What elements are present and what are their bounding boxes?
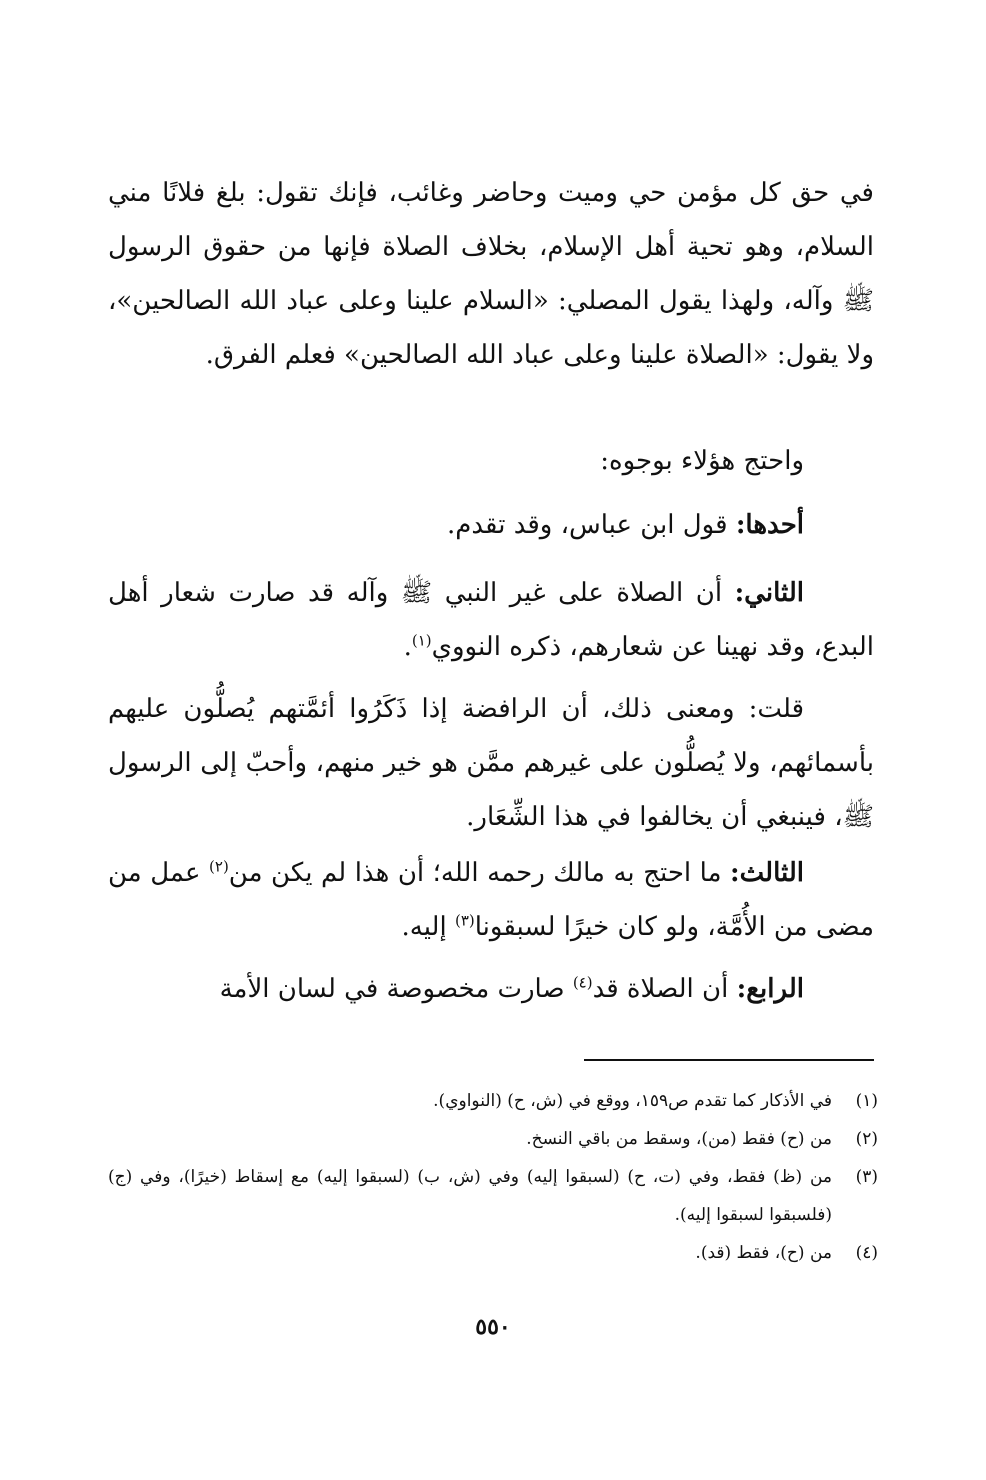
footnote-text: من (ح)، فقط (قد). [695, 1243, 832, 1263]
paragraph-3-lead: أحدها: [735, 510, 804, 540]
paragraph-7-lead: الرابع: [736, 974, 804, 1004]
paragraph-1 [108, 166, 874, 382]
footnote-number: (١) [855, 1091, 878, 1111]
paragraph-4-lead: الثاني: [734, 578, 804, 608]
paragraph-6-text-a: ما احتج به مالك رحمه الله؛ أن هذا لم يكن من [228, 858, 731, 888]
footnote-text: في الأذكار كما تقدم ص١٥٩، ووقع في (ش، ح) (النواوي). [433, 1091, 832, 1111]
footnote-4 [108, 1234, 878, 1272]
paragraph-3-text: قول ابن عباس، وقد تقدم. [447, 510, 736, 540]
footnote-text: من (ح) فقط (من)، وسقط من باقي النسخ. [526, 1129, 832, 1149]
footnote-2 [108, 1120, 878, 1158]
paragraph-2 [108, 434, 874, 488]
footnote-mark-2[interactable]: (٢) [209, 857, 229, 876]
footnote-separator [584, 1059, 874, 1061]
paragraph-7-text-b: صارت مخصوصة في لسان الأمة [219, 974, 573, 1004]
footnote-1 [108, 1082, 878, 1120]
paragraph-6-text-b: عمل من مضى من الأُمَّة، ولو كان خيرًا لسبقونا [108, 858, 874, 942]
footnote-mark-1[interactable]: (١) [411, 631, 432, 650]
paragraph-7 [108, 962, 874, 1016]
footnote-text: من (ظ) فقط، وفي (ت، ح) (لسبقوا إليه) وفي (ش، ب) (لسبقوا إليه) مع إسقاط (خيرًا)، وفي (ج) (فلسبقوا لسبقوا إليه). [108, 1167, 832, 1225]
paragraph-6-lead: الثالث: [730, 858, 804, 888]
paragraph-7-text-a: أن الصلاة قد [592, 974, 737, 1004]
paragraph-5 [108, 682, 874, 844]
paragraph-6-text-c: إليه. [401, 912, 455, 942]
paragraph-4-end: . [403, 632, 412, 662]
paragraph-3 [108, 498, 874, 552]
footnote-number: (٢) [855, 1129, 878, 1149]
footnote-3 [108, 1158, 878, 1234]
paragraph-2-text: واحتج هؤلاء بوجوه: [600, 446, 804, 476]
page-number: ٥٥٠ [475, 1314, 511, 1340]
footnote-mark-3[interactable]: (٣) [454, 911, 475, 930]
paragraph-5-text: قلت: ومعنى ذلك، أن الرافضة إذا ذَكَرُوا أئمَّتهم يُصلُّون عليهم بأسمائهم، ولا يُصلُّون على غيرهم ممَّن هو خير منهم، وأحبّ إلى الرسول ﷺ، فينبغي أن يخالفوا في هذا الشِّعَار. [108, 694, 874, 832]
footnote-mark-4[interactable]: (٤) [572, 973, 593, 992]
paragraph-1-text: في حق كل مؤمن حي وميت وحاضر وغائب، فإنك تقول: بلغ فلانًا مني السلام، وهو تحية أهل الإسلام، بخلاف الصلاة فإنها من حقوق الرسول ﷺ وآله، ولهذا يقول المصلي: «السلام علينا وعلى عباد الله الصالحين»، ولا يقول: «الصلاة علينا وعلى عباد الله الصالحين» فعلم الفرق. [108, 178, 874, 370]
paragraph-6 [108, 846, 874, 954]
paragraph-4-text: أن الصلاة على غير النبي ﷺ وآله قد صارت شعار أهل البدع، وقد نهينا عن شعارهم، ذكره النووي [108, 578, 874, 662]
paragraph-4 [108, 566, 874, 674]
footnote-number: (٣) [855, 1167, 878, 1187]
footnote-number: (٤) [855, 1243, 878, 1263]
footnotes [108, 1082, 878, 1272]
